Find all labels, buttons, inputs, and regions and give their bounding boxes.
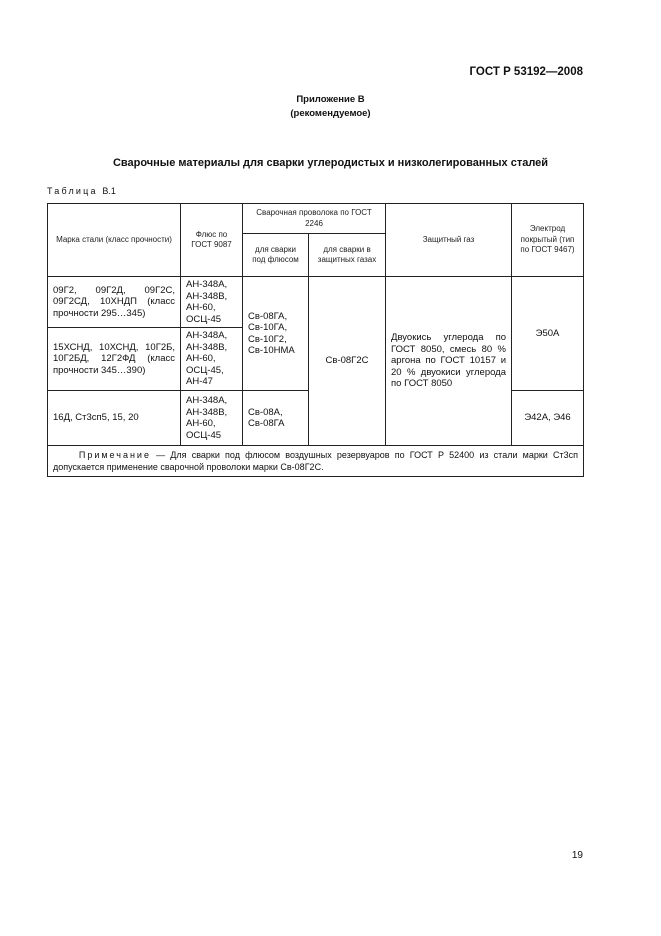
- flux-item: АН-47: [186, 376, 213, 388]
- header-electrode: Электрод покрытый (тип по ГОСТ 9467): [512, 204, 584, 277]
- appendix-title: Приложение В: [296, 94, 365, 105]
- header-wire-in-gas: для сварки в защитных газах: [309, 234, 386, 277]
- appendix-heading: [0, 93, 661, 121]
- flux-item: ОСЦ-45,: [186, 364, 224, 376]
- table-label-number: В.1: [102, 186, 116, 196]
- flux-item: АН-348А,: [186, 279, 228, 290]
- flux-item: АН-60,: [186, 302, 216, 313]
- steel-grade-cell: 09Г2, 09Г2Д, 09Г2С, 09Г2СД, 10ХНДП (класс прочности 295…345): [48, 277, 181, 328]
- document-code: ГОСТ Р 53192—2008: [469, 66, 583, 78]
- wire-item: Св-08ГА,: [248, 310, 288, 322]
- table-note-row: [48, 446, 584, 477]
- steel-grade-cell: 16Д, Ст3сп5, 15, 20: [48, 391, 181, 446]
- flux-cell: [181, 391, 243, 446]
- header-flux: Флюс по ГОСТ 9087: [181, 204, 243, 277]
- wire-item: Св-08ГА: [248, 418, 285, 429]
- shield-gas-cell: Двуокись углерода по ГОСТ 8050, смесь 80 % аргона по ГОСТ 10157 и 20 % двуокиси углерода по ГОСТ 8050: [386, 277, 512, 446]
- wire-under-flux-cell: [243, 391, 309, 446]
- note-text: — Для сварки под флюсом воздушных резервуаров по ГОСТ Р 52400 из стали марки Ст3сп допускается применение сварочной проволоки марки Св-08Г2С.: [53, 450, 578, 472]
- flux-item: АН-348В,: [186, 406, 228, 418]
- flux-item: ОСЦ-45: [186, 313, 222, 325]
- electrode-cell: Э50А: [512, 277, 584, 391]
- flux-item: ОСЦ-45: [186, 429, 222, 441]
- table-label: [47, 186, 116, 196]
- wire-item: Св-10ГА,: [248, 322, 288, 333]
- flux-item: АН-60,: [186, 353, 216, 365]
- flux-cell: [181, 277, 243, 328]
- wire-item: Св-10Г2,: [248, 333, 287, 345]
- welding-materials-table: [47, 203, 584, 477]
- wire-item: Св-10НМА: [248, 345, 295, 356]
- note-prefix: Примечание: [78, 450, 151, 460]
- flux-item: АН-348А,: [186, 395, 228, 406]
- electrode-cell: Э42А, Э46: [512, 391, 584, 446]
- flux-item: АН-60,: [186, 418, 216, 429]
- wire-under-flux-cell: [243, 277, 309, 391]
- header-wire: Сварочная проволока по ГОСТ 2246: [243, 204, 386, 234]
- header-wire-under-flux: для сварки под флюсом: [243, 234, 309, 277]
- table-label-word: Таблица: [47, 186, 98, 196]
- flux-item: АН-348В,: [186, 290, 228, 302]
- flux-cell: [181, 328, 243, 391]
- flux-item: АН-348А,: [186, 330, 228, 342]
- header-shield-gas: Защитный газ: [386, 204, 512, 277]
- page-number: 19: [571, 850, 583, 861]
- appendix-subtitle: (рекомендуемое): [290, 108, 371, 119]
- wire-in-gas-cell: Св-08Г2С: [309, 277, 386, 446]
- wire-item: Св-08А,: [248, 406, 283, 418]
- header-steel-grade: Марка стали (класс прочности): [48, 204, 181, 277]
- table-row: [48, 277, 584, 328]
- flux-item: АН-348В,: [186, 341, 228, 353]
- steel-grade-cell: 15ХСНД, 10ХСНД, 10Г2Б, 10Г2БД, 12Г2ФД (класс прочности 345…390): [48, 328, 181, 391]
- table-note: [48, 446, 584, 477]
- section-title: Сварочные материалы для сварки углеродистых и низколегированных сталей: [112, 157, 549, 169]
